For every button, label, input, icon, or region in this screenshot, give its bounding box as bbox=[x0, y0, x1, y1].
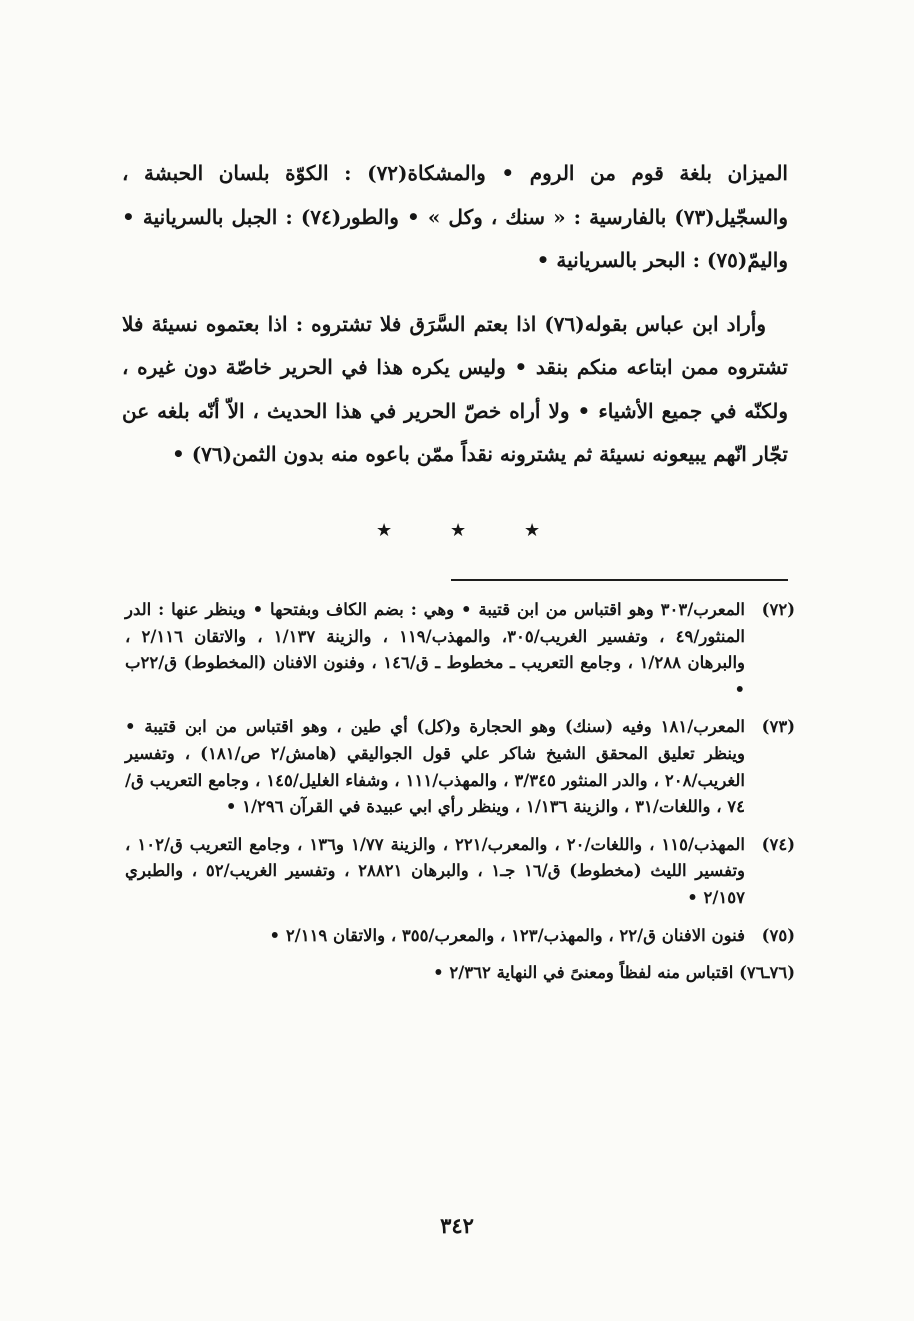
footnote-text: المعرب/٣٠٣ وهو اقتباس من ابن قتيبة • وهي : بضم الكاف وبفتحها • وينظر عنها : الدر المنثور/٤٩ ، وتفسير الغريب/٣٠٥، والمهذب/١١٩ ، والزينة ١/١٣٧ ، والاتقان ٢/١١٦ ، والبرهان ١/٢٨٨ ، وجامع التعريب ـ مخطوط ـ ق/١٤٦ ، وفنون الافنان (المخطوط) ق/٢٢ب • bbox=[125, 600, 746, 699]
footnote-body: اقتباس منه لفظاً ومعنىً في النهاية ٢/٣٦٢ • bbox=[433, 963, 734, 983]
main-text bbox=[122, 152, 788, 477]
footnote-number: (٧٤) bbox=[761, 834, 795, 854]
footnote-number: (٧٣) bbox=[761, 717, 795, 737]
paragraph: وأراد ابن عباس بقوله(٧٦) اذا بعتم السَّرَق فلا تشتروه : اذا بعتموه نسيئة فلا تشتروه ممن ابتاعه منكم بنقد • وليس يكره هذا في الحرير خاصّة دون غيره ، ولكنّه في جميع الأشياء • ولا أراه خصّ الحرير في هذا الحديث ، الاّ أنّه بلغه عن تجّار انّهم يبيعونه نسيئة ثم يشترونه نقداً ممّن باعوه منه بدون الثمن(٧٦) • bbox=[122, 311, 788, 466]
footnote-text: المعرب/١٨١ وفيه (سنك) وهو الحجارة و(كل) أي طين ، وهو اقتباس من ابن قتيبة • وينظر تعليق المحقق الشيخ شاكر علي قول الجواليقي (هامش/٢ ص/١٨١) ، وتفسير الغريب/٢٠٨ ، والدر المنثور ٣/٣٤٥ ، والمهذب/١١١ ، وشفاء الغليل/١٤٥ ، وجامع التعريب ق/٧٤ ، واللغات/٣١ ، والزينة ١/١٣٦ ، وينظر رأي ابي عبيدة في القرآن ١/٢٩٦ • bbox=[125, 717, 745, 817]
footnote-number: (٧٦ـ٧٦) bbox=[739, 963, 795, 983]
star-icon: ★ bbox=[450, 520, 467, 541]
star-icon: ★ bbox=[524, 520, 541, 541]
footnote bbox=[125, 832, 795, 912]
section-separator bbox=[0, 520, 914, 541]
footnote-text: المهذب/١١٥ ، واللغات/٢٠ ، والمعرب/٢٢١ ، والزينة ١/٧٧ و١٣٦ ، وجامع التعريب ق/١٠٢ ، وتفسير الليث (مخطوط) ق/١٦ جـ١ ، والبرهان ٢٨٨٢١ ، وتفسير الغريب/٥٢ ، والطبري ٢/١٥٧ • bbox=[125, 834, 746, 907]
page-number: ٣٤٢ bbox=[440, 1213, 474, 1238]
footnote-divider bbox=[451, 579, 788, 581]
footnote-number: (٧٢) bbox=[761, 600, 795, 619]
footnotes bbox=[125, 597, 795, 987]
footnote-number: (٧٥) bbox=[761, 925, 795, 945]
footnote bbox=[125, 923, 795, 950]
footnote-text bbox=[125, 960, 795, 987]
star-icon: ★ bbox=[376, 520, 393, 541]
footnote bbox=[125, 597, 795, 703]
footnote-text: فنون الافنان ق/٢٢ ، والمهذب/١٢٣ ، والمعرب/٣٥٥ ، والاتقان ٢/١١٩ • bbox=[269, 925, 745, 945]
footnote bbox=[125, 714, 795, 820]
footnote bbox=[125, 960, 795, 987]
paragraph: الميزان بلغة قوم من الروم • والمشكاة(٧٢) : الكوّة بلسان الحبشة ، والسجّيل(٧٣) بالفارسية : « سنك ، وكل » • والطور(٧٤) : الجبل بالسريانية • واليمّ(٧٥) : البحر بالسريانية • bbox=[122, 161, 788, 272]
